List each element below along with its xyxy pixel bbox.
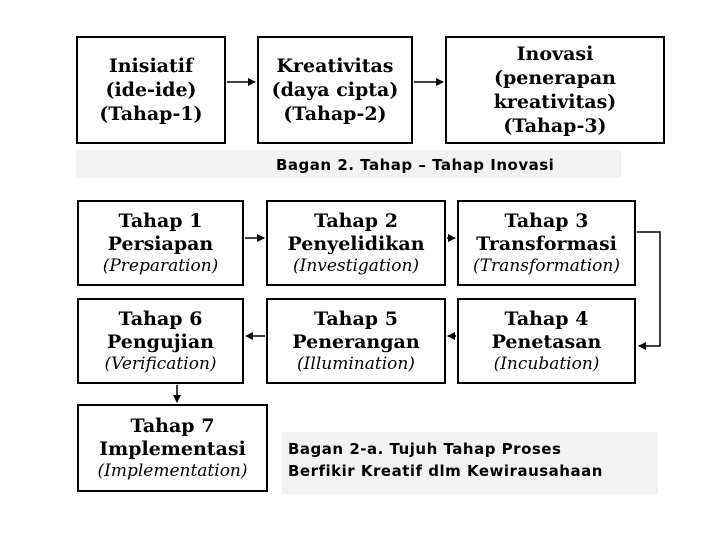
top-box-line: (Tahap-2): [283, 103, 387, 125]
stage-name: Penerangan: [292, 330, 420, 353]
arrow-stage3-to-stage4: [637, 232, 660, 346]
stage-title: Tahap 4: [504, 307, 589, 330]
stage-name: Pengujian: [107, 330, 214, 353]
top-box-line: (Tahap-3): [503, 115, 607, 137]
stage-english: (Illumination): [297, 353, 415, 374]
stage-title: Tahap 3: [504, 209, 589, 232]
stage-english: (Preparation): [102, 255, 219, 276]
stage-name: Penetasan: [491, 330, 602, 353]
diagram-caption-2-line-2: Berfikir Kreatif dlm Kewirausahaan: [288, 462, 603, 480]
top-box-line: Kreativitas: [276, 55, 394, 77]
stage-name: Persiapan: [107, 232, 214, 255]
top-box-line: (penerapan: [494, 67, 616, 89]
stage-english: (Implementation): [97, 460, 248, 481]
top-box-line: Inovasi: [516, 43, 594, 65]
stage-name: Transformasi: [476, 232, 617, 255]
stage-english: (Incubation): [493, 353, 600, 374]
top-box-line: kreativitas): [493, 91, 617, 113]
diagram-caption-1: Bagan 2. Tahap – Tahap Inovasi: [276, 156, 555, 174]
stage-title: Tahap 6: [118, 307, 203, 330]
stage-english: (Investigation): [292, 255, 420, 276]
stage-english: (Transformation): [473, 255, 620, 276]
diagram-caption-2-line-1: Bagan 2-a. Tujuh Tahap Proses: [288, 440, 562, 458]
top-box-line: (daya cipta): [271, 79, 399, 101]
top-box-line: (ide-ide): [105, 79, 197, 101]
top-box-line: (Tahap-1): [99, 103, 203, 125]
top-box-line: Inisiatif: [108, 55, 194, 77]
stage-english: (Verification): [104, 353, 217, 374]
stage-title: Tahap 1: [118, 209, 203, 232]
stage-title: Tahap 7: [130, 414, 215, 437]
stage-title: Tahap 5: [314, 307, 398, 330]
stage-title: Tahap 2: [314, 209, 398, 232]
stage-name: Implementasi: [99, 437, 246, 460]
stage-name: Penyelidikan: [287, 232, 425, 255]
